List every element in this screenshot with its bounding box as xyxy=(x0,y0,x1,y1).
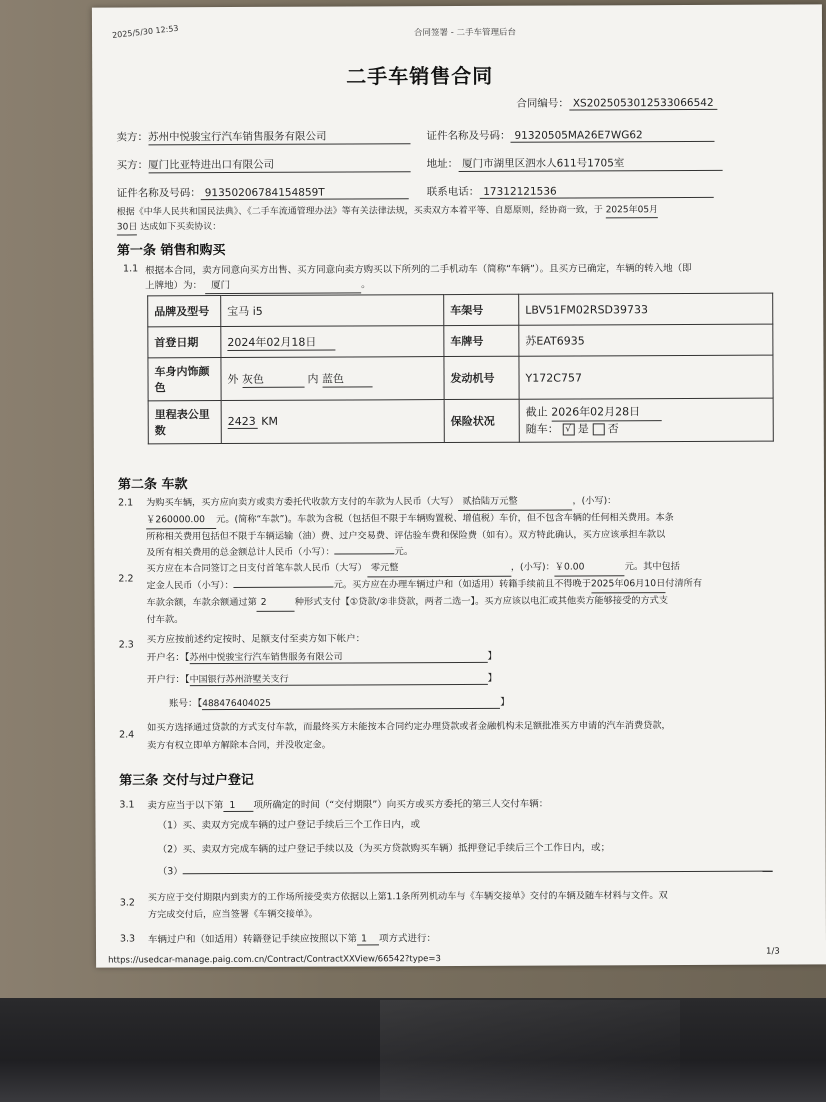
p31-text xyxy=(147,796,548,813)
seller-id: 91320505MA26E7WG62 xyxy=(510,129,714,143)
p11-text-2: 上牌地）为： xyxy=(145,280,203,292)
brand-value: 宝马 i5 xyxy=(221,295,444,327)
p31-option-2: （2）买、卖双方完成车辆的过户登记手续以及（为买方贷款购买车辆）抵押登记手续后三个工作日内，或； xyxy=(157,842,611,856)
p33-text-b: 项方式进行： xyxy=(378,933,437,945)
mileage-cell xyxy=(221,400,444,444)
p21-total-blank xyxy=(335,553,395,554)
table-row xyxy=(148,324,773,358)
color-cell xyxy=(221,357,444,401)
p31-text-a: 卖方应当于以下第 xyxy=(147,800,224,812)
ins-end-label: 截止 xyxy=(525,405,548,419)
p11-period: 。 xyxy=(361,279,371,291)
p22-deadline: 2025年06月10日 xyxy=(591,576,665,593)
page-header: 合同签署 - 二手车管理后台 xyxy=(414,27,517,39)
p22-deposit-blank xyxy=(234,587,334,588)
p22-num: 2.2 xyxy=(118,573,134,585)
p32-text-b: 方完成交付后，应当签署《车辆交接单》。 xyxy=(147,908,318,921)
vin-label: 车架号 xyxy=(444,294,519,325)
buyer-label: 买方： xyxy=(116,159,149,172)
ins-end-date: 2026年02月28日 xyxy=(551,404,661,421)
p21-lower-amount: ￥260000.00 xyxy=(146,512,216,529)
plate-value: 苏EAT6935 xyxy=(519,324,773,356)
insurance-cell xyxy=(519,398,773,442)
contract-number-line xyxy=(516,95,717,111)
p31-item: 1 xyxy=(223,800,253,812)
mileage-label: 里程表公里数 xyxy=(148,401,221,444)
account-number-close: 】 xyxy=(500,696,510,708)
p22-text-g: 车款余额，车款余额通过第 xyxy=(146,596,257,609)
no-checkbox xyxy=(592,423,604,435)
p21-num: 2.1 xyxy=(118,497,134,509)
seller-line xyxy=(116,128,410,145)
p31-option-3-line xyxy=(158,861,773,878)
seller-label: 卖方： xyxy=(116,131,149,144)
p21-text-f: 元。 xyxy=(394,546,414,558)
intro-date-a: 2025年05月 xyxy=(606,203,658,218)
p32-text xyxy=(148,887,668,923)
p22-text-d: 定金人民币（小写）： xyxy=(146,579,234,592)
brand-label: 品牌及型号 xyxy=(148,296,221,327)
no-label: 否 xyxy=(607,421,619,435)
p31-option-3-blank xyxy=(183,871,773,875)
p33-item: 1 xyxy=(357,933,379,945)
yes-label: 是 xyxy=(577,421,589,435)
mileage-unit: KM xyxy=(261,414,278,428)
transfer-city: 厦门 xyxy=(205,277,361,294)
article1-heading: 第一条 销售和购买 xyxy=(116,243,226,259)
reg-label: 首登日期 xyxy=(148,327,221,358)
p22-text-a: 买方应在本合同签订之日支付首笔车款人民币（大写） xyxy=(146,562,367,575)
account-name-line xyxy=(147,648,497,665)
seller-id-label: 证件名称及号码： xyxy=(426,129,511,143)
p21-text-d: 所称相关费用包括但不限于车辆运输（油）费、过户交易费、评估验车费和保险费（如有）。双方特此确认，买方应该承担车款以 xyxy=(146,529,666,543)
contract-title: 二手车销售合同 xyxy=(346,63,494,89)
floor-reflection xyxy=(380,1000,680,1100)
p22-text-e: 元。买方应在办理车辆过户和（如适用）转籍手续前且不得晚于 xyxy=(333,578,591,591)
account-bank-line xyxy=(147,670,497,687)
table-row xyxy=(148,355,773,401)
p22-text-f: 付清所有 xyxy=(665,577,703,590)
engine-value: Y172C757 xyxy=(519,355,773,399)
p33-num: 3.3 xyxy=(119,933,136,945)
yes-checkbox: √ xyxy=(562,423,574,435)
article2-heading: 第二条 车款 xyxy=(117,477,188,493)
p32-text-a: 买方应于交付期限内到卖方的工作场所接受卖方依据以上第1.1条所列机动车与《车辆交接单》交付的车辆及随车材料与文件。双 xyxy=(147,890,668,904)
p22-text-c: 元。其中包括 xyxy=(624,561,680,573)
p31-option-3: （3） xyxy=(157,866,183,878)
account-name: 苏州中悦骏宝行汽车销售服务有限公司 xyxy=(189,649,487,664)
p22-upper-amount: 零元整 xyxy=(367,560,511,578)
buyer-address-line xyxy=(427,155,723,172)
account-bank-label: 开户行：【 xyxy=(146,674,190,686)
p21-text xyxy=(146,493,674,561)
account-bank-close: 】 xyxy=(487,672,498,684)
p24-text-b: 卖方有权立即单方解除本合同，并没收定金。 xyxy=(147,739,331,752)
buyer-phone-label: 联系电话： xyxy=(426,185,480,199)
vin-value: LBV51FM02RSD39733 xyxy=(519,293,773,325)
seller-name: 苏州中悦骏宝行汽车销售服务有限公司 xyxy=(148,128,410,145)
p21-text-c: 元。(简称“车款”)。车款为含税（包括但不限于车辆购置税、增值税）车价，但不包含车辆的任何相关费用。本条 xyxy=(216,512,674,526)
p31-text-b: 项所确定的时间（“交付期限”）向买方或买方委托的第三人交付车辆： xyxy=(253,798,549,811)
account-number-line xyxy=(169,694,510,710)
p21-text-e: 及所有相关费用的总金额总计人民币（小写）： xyxy=(146,546,335,559)
p21-text-a: 为购买车辆，买方应向卖方或卖方委托代收款方支付的车款为人民币（大写） xyxy=(146,496,459,509)
intro-text-2: 达成如下买卖协议： xyxy=(140,222,222,233)
p22-text-b: ，(小写)： xyxy=(510,561,555,573)
p31-option-1: （1）买、卖双方完成车辆的过户登记手续后三个工作日内，或 xyxy=(157,819,421,832)
account-name-close: 】 xyxy=(487,650,498,662)
contract-number-label: 合同编号： xyxy=(516,97,569,110)
inner-label: 内 xyxy=(307,372,319,386)
outer-color: 灰色 xyxy=(242,370,304,387)
p33-text-a: 车辆过户和（如适用）转籍登记手续应按照以下第 xyxy=(147,933,358,946)
p24-text xyxy=(147,717,671,755)
ins-follow-label: 随车： xyxy=(525,422,559,436)
table-row xyxy=(148,398,773,444)
p11-num: 1.1 xyxy=(123,263,139,275)
p23-text: 买方应按前述约定按时、足额支付至卖方如下帐户： xyxy=(146,633,366,646)
account-number: 488476404025 xyxy=(202,698,500,710)
p11-text xyxy=(145,261,692,294)
p22-text-h: 种形式支付【①贷款/②非贷款，两者二选一】。买方应该以电汇或其他卖方能够接受的方式支 xyxy=(294,595,669,608)
intro-date-b: 30日 xyxy=(117,220,138,235)
page-number: 1/3 xyxy=(766,946,780,957)
buyer-phone: 17312121536 xyxy=(479,185,713,199)
p22-text-i: 付车款。 xyxy=(146,614,184,626)
buyer-id-line xyxy=(117,184,409,200)
buyer-name: 厦门比亚特进出口有限公司 xyxy=(148,156,410,173)
article3-heading: 第三条 交付与过户登记 xyxy=(119,772,254,789)
p24-text-a: 如买方选择通过贷款的方式支付车款，而最终买方未能按本合同约定办理贷款或者金融机构未足额批准买方申请的汽车消费贷款， xyxy=(147,720,671,734)
reg-value: 2024年02月18日 xyxy=(227,333,335,350)
p24-num: 2.4 xyxy=(119,729,135,741)
inner-color: 蓝色 xyxy=(322,370,372,387)
buyer-id: 91350206784154859T xyxy=(201,186,409,200)
seller-id-line xyxy=(426,127,714,143)
contract-number: XS2025053012533066542 xyxy=(569,97,718,111)
buyer-address: 厦门市湖里区泗水人611号1705室 xyxy=(458,155,722,172)
print-timestamp: 2025/5/30 12:53 xyxy=(111,23,179,40)
p33-text xyxy=(148,930,436,946)
p31-num: 3.1 xyxy=(119,799,135,811)
account-number-label: 账号：【 xyxy=(168,698,203,710)
page-url: https://usedcar-manage.paig.com.cn/Contract/ContractXXView/66542?type=3 xyxy=(108,954,441,966)
mileage-value: 2423 xyxy=(228,415,258,429)
p32-num: 3.2 xyxy=(119,897,135,909)
vehicle-info-table xyxy=(147,293,774,445)
intro-text-1: 根据《中华人民共和国民法典》、《二手车流通管理办法》等有关法律法规，买卖双方本着平等、自愿原则，经协商一致，于 xyxy=(116,205,603,218)
buyer-phone-line xyxy=(427,183,714,199)
buyer-line xyxy=(117,156,411,173)
insurance-label: 保险状况 xyxy=(444,399,519,442)
p22-method: 2 xyxy=(257,595,295,612)
account-bank: 中国银行苏州浒墅关支行 xyxy=(190,671,488,686)
p22-text xyxy=(146,559,702,628)
outer-label: 外 xyxy=(227,372,239,386)
buyer-id-label: 证件名称及号码： xyxy=(116,187,201,200)
p23-num: 2.3 xyxy=(118,639,134,651)
p21-upper-amount: 贰拾陆万元整 xyxy=(458,494,572,511)
reg-cell xyxy=(221,326,444,358)
intro-paragraph xyxy=(117,203,747,236)
engine-label: 发动机号 xyxy=(444,356,519,399)
account-name-label: 开户名：【 xyxy=(146,652,190,664)
p22-lower-amount: ￥0.00 xyxy=(555,559,625,576)
p11-text-1: 根据本合同，卖方同意向买方出售、买方同意向卖方购买以下所列的二手机动车（简称“车辆”）。且买方已确定，车辆的转入地（即 xyxy=(145,262,692,277)
p21-text-b: ，(小写)： xyxy=(572,495,617,507)
plate-label: 车牌号 xyxy=(444,325,519,356)
contract-paper xyxy=(92,4,826,967)
buyer-address-label: 地址： xyxy=(426,158,459,171)
color-label: 车身内饰颜色 xyxy=(148,358,221,401)
table-row xyxy=(148,293,773,327)
